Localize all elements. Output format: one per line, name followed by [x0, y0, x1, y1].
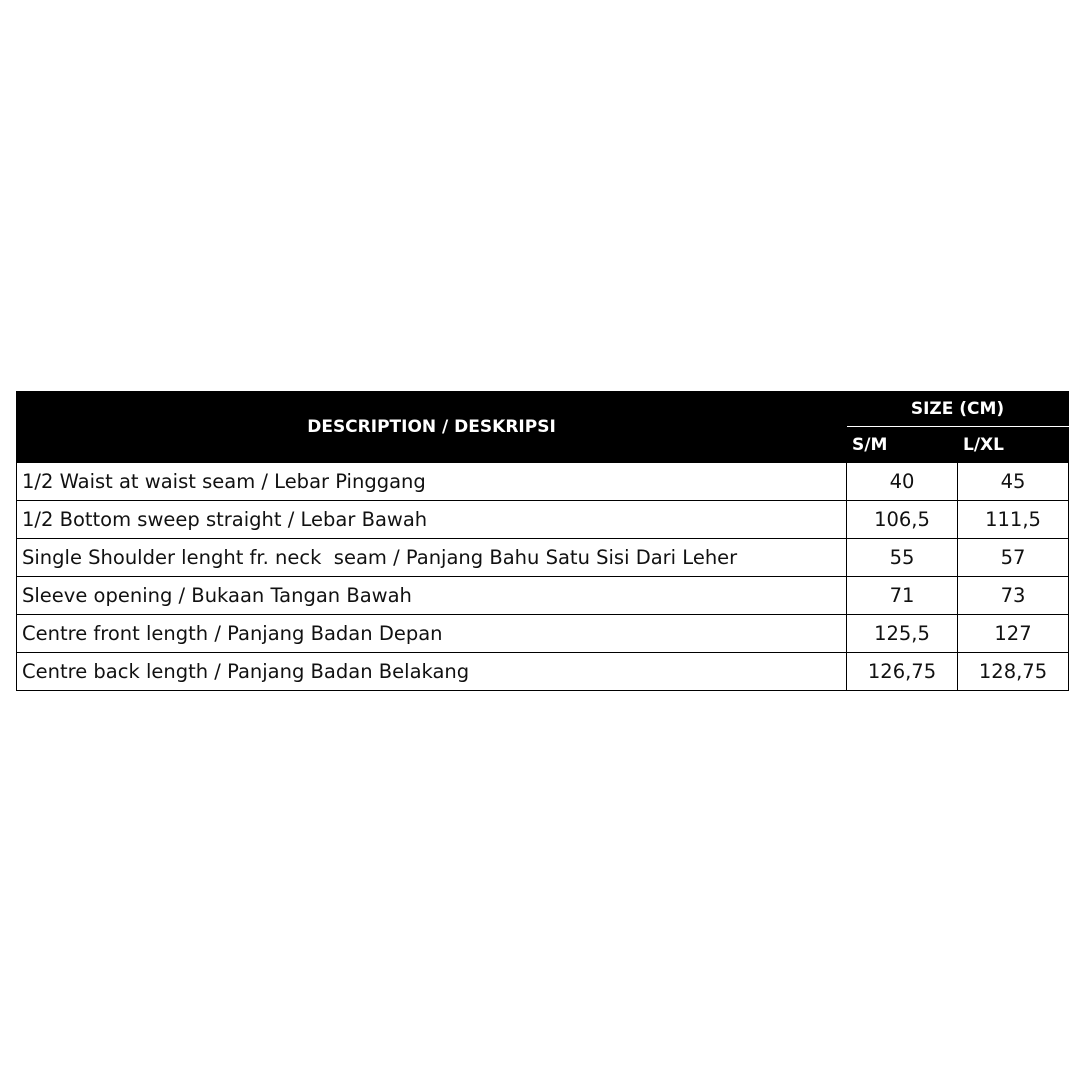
row-value-lxl: 127: [958, 615, 1069, 653]
row-value-sm: 55: [847, 539, 958, 577]
row-value-lxl: 111,5: [958, 501, 1069, 539]
size-lxl-header: L/XL: [958, 427, 1069, 463]
table-row: [17, 653, 1069, 691]
row-description: Single Shoulder lenght fr. neck seam / Panjang Bahu Satu Sisi Dari Leher: [17, 539, 847, 577]
row-description: Centre back length / Panjang Badan Belakang: [17, 653, 847, 691]
size-group-header: SIZE (CM): [847, 392, 1069, 427]
size-chart-header: [17, 392, 1069, 463]
row-value-sm: 126,75: [847, 653, 958, 691]
size-chart-table: [16, 391, 1069, 691]
row-description: 1/2 Waist at waist seam / Lebar Pinggang: [17, 463, 847, 501]
table-row: [17, 463, 1069, 501]
row-value-sm: 106,5: [847, 501, 958, 539]
table-row: [17, 501, 1069, 539]
row-value-sm: 40: [847, 463, 958, 501]
size-sm-header: S/M: [847, 427, 958, 463]
row-description: 1/2 Bottom sweep straight / Lebar Bawah: [17, 501, 847, 539]
description-column-header: DESCRIPTION / DESKRIPSI: [17, 392, 847, 463]
row-value-sm: 125,5: [847, 615, 958, 653]
row-value-lxl: 45: [958, 463, 1069, 501]
table-row: [17, 577, 1069, 615]
table-row: [17, 615, 1069, 653]
row-description: Sleeve opening / Bukaan Tangan Bawah: [17, 577, 847, 615]
row-value-lxl: 57: [958, 539, 1069, 577]
row-value-lxl: 128,75: [958, 653, 1069, 691]
row-value-lxl: 73: [958, 577, 1069, 615]
row-description: Centre front length / Panjang Badan Depan: [17, 615, 847, 653]
size-chart-body: [17, 463, 1069, 691]
row-value-sm: 71: [847, 577, 958, 615]
table-row: [17, 539, 1069, 577]
